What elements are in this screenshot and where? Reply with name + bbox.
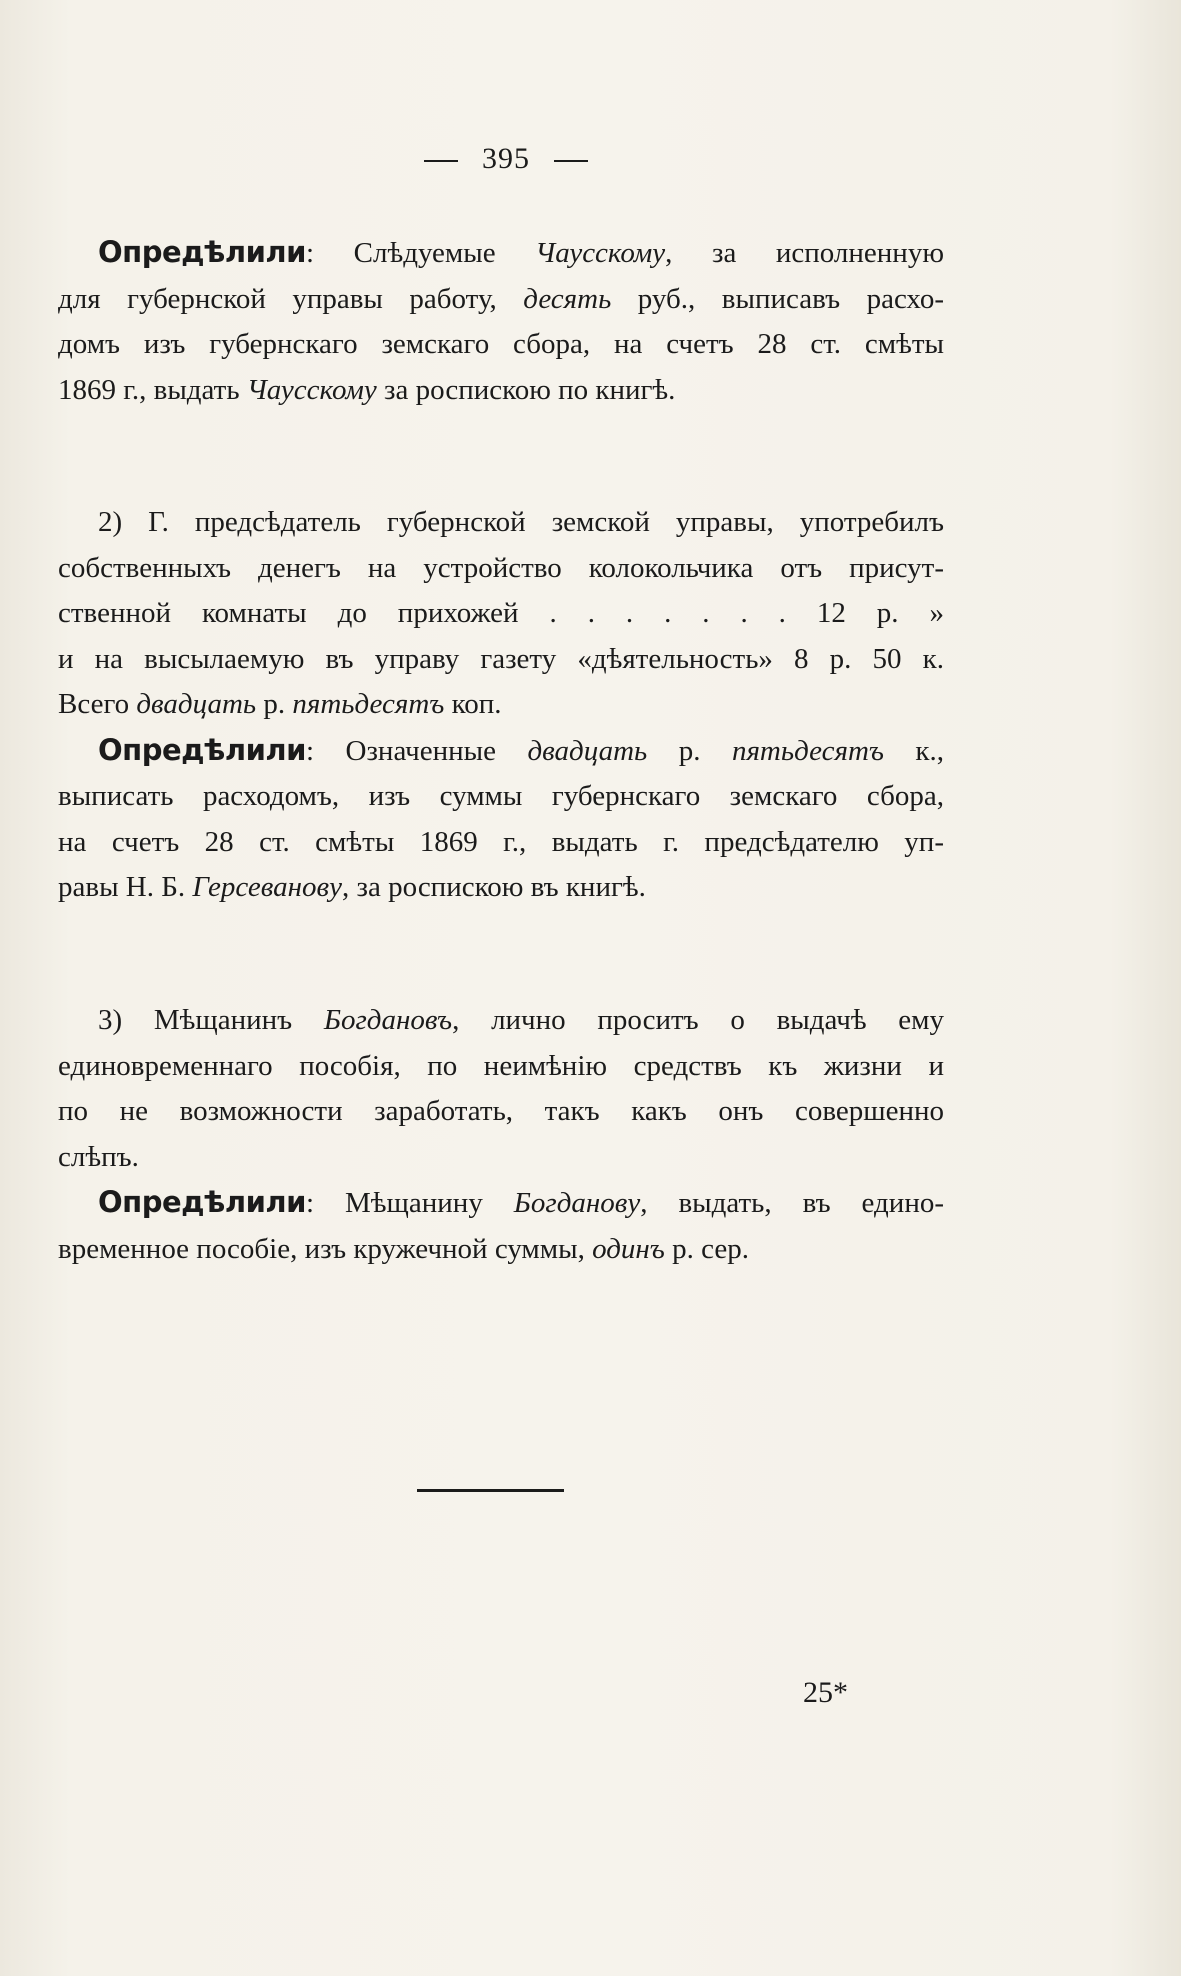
text-run: к., [883, 734, 945, 767]
text-run: , за роспискою въ книгѣ. [342, 871, 646, 903]
text-run: руб., выписавъ расхо- [611, 282, 944, 315]
text-line: слѣпъ. [58, 1140, 139, 1173]
resolution-label: Опредѣлили [98, 235, 306, 269]
item-2-paragraph [58, 500, 944, 911]
text-run: коп. [444, 688, 502, 720]
italic-amount: двадцать [136, 688, 257, 720]
text-run: 1869 г., выдать [58, 373, 247, 406]
text-run: 3) Мѣщанинъ [98, 1004, 324, 1036]
text-run: р. [256, 688, 293, 720]
text-run: для губернской управы работу, [58, 282, 524, 315]
italic-amount: десять [523, 282, 612, 315]
section-divider-rule [417, 1489, 564, 1492]
text-line: домъ изъ губернскаго земскаго сбора, на счетъ 28 ст. смѣты [58, 328, 944, 360]
text-run: , лично проситъ о выдачѣ ему [452, 1004, 944, 1036]
text-run: равы Н. Б. [58, 871, 193, 903]
text-line: выписать расходомъ, изъ суммы губернскаго земскаго сбора, [58, 780, 944, 812]
right-dash [554, 160, 588, 162]
text-line [58, 1227, 944, 1273]
italic-name: Чаусскому [535, 237, 666, 269]
text-line [58, 368, 944, 414]
text-run: Всего [58, 688, 137, 720]
italic-amount: двадцать [527, 734, 648, 767]
text-line: и на высылаемую въ управу газету «дѣятельность» 8 р. 50 к. [58, 642, 944, 675]
text-line [58, 277, 944, 323]
text-run: , выдать, въ едино- [640, 1187, 944, 1219]
text-run: , за исполненную [665, 237, 944, 269]
text-line [58, 230, 944, 277]
text-run: за роспискою по книгѣ. [376, 373, 676, 406]
text-line [58, 865, 944, 911]
left-dash [424, 160, 458, 162]
page-number [0, 142, 1012, 176]
text-run: : Мѣщанину [306, 1187, 514, 1219]
text-line: 2) Г. предсѣдатель губернской земской управы, употребилъ [98, 506, 944, 538]
text-line [58, 998, 944, 1044]
resolution-label: Опредѣлили [98, 1185, 306, 1219]
text-run: : Означенные [306, 734, 528, 767]
signature-mark: 25* [803, 1676, 848, 1709]
text-line: по не возможности заработать, такъ какъ онъ совершенно [58, 1095, 944, 1127]
italic-amount: пятьдесятъ [731, 734, 884, 767]
text-run: : Слѣдуемые [306, 237, 536, 269]
text-line: на счетъ 28 ст. смѣты 1869 г., выдать г. предсѣдателю уп- [58, 825, 944, 858]
italic-amount: пятьдесятъ [292, 688, 445, 720]
resolution-paragraph-1 [58, 230, 944, 413]
text-line: собственныхъ денегъ на устройство колокольчика отъ присут- [58, 551, 944, 584]
text-line: ственной комнаты до прихожей . . . . . . . 12 р. » [58, 597, 944, 629]
text-line [58, 728, 944, 775]
resolution-label: Опредѣлили [98, 732, 306, 767]
italic-name: Чаусскому [246, 373, 377, 406]
italic-name: Герсеванову [192, 871, 343, 903]
text-line: единовременнаго пособія, по неимѣнію средствъ къ жизни и [58, 1049, 944, 1082]
text-line [58, 1180, 944, 1227]
text-line [58, 682, 944, 728]
text-run: р. сер. [664, 1232, 749, 1265]
page-number-text: 395 [482, 142, 530, 175]
italic-name: Богдановъ [323, 1004, 453, 1036]
text-run: р. [647, 734, 732, 767]
italic-amount: одинъ [592, 1232, 665, 1265]
item-3-paragraph [58, 998, 944, 1272]
italic-name: Богданову [513, 1187, 641, 1219]
text-run: временное пособіе, изъ кружечной суммы, [58, 1232, 593, 1265]
